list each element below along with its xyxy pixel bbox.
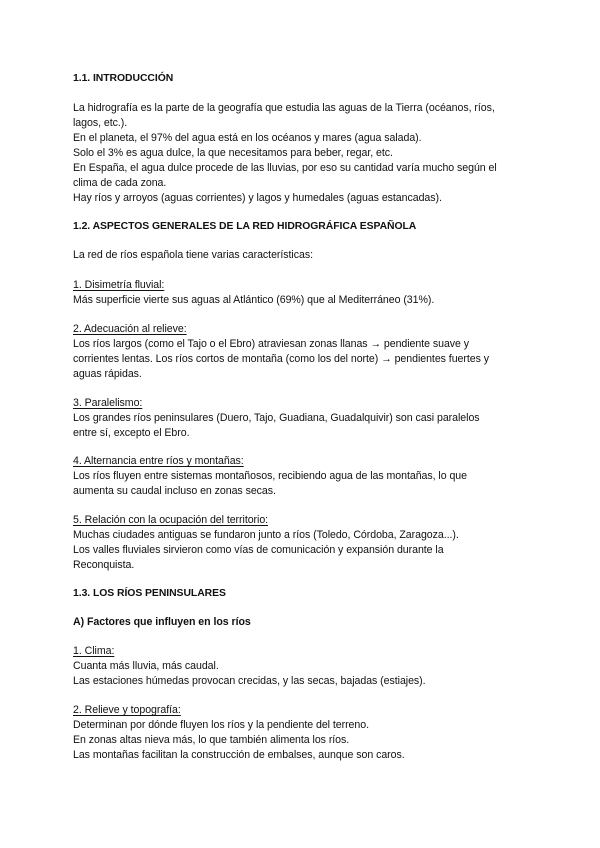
item-title-clima: 1. Clima: — [73, 645, 115, 657]
paragraph-line: La red de ríos española tiene varias características: — [73, 249, 313, 261]
paragraph-line: entre sí, excepto el Ebro. — [73, 427, 190, 439]
paragraph-line: En zonas altas nieva más, lo que también alimenta los ríos. — [73, 734, 350, 746]
paragraph-line: Los ríos largos (como el Tajo o el Ebro) atraviesan zonas llanas → pendiente suave y — [73, 338, 470, 350]
item-title-alternancia: 4. Alternancia entre ríos y montañas: — [73, 455, 244, 467]
paragraph-line: Hay ríos y arroyos (aguas corrientes) y lagos y humedales (aguas estancadas). — [73, 192, 442, 204]
paragraph-line: Los ríos fluyen entre sistemas montañosos, recibiendo agua de las montañas, lo que — [73, 470, 467, 482]
paragraph-line: Muchas ciudades antiguas se fundaron junto a ríos (Toledo, Córdoba, Zaragoza...). — [73, 529, 459, 541]
item-title-adecuacion: 2. Adecuación al relieve: — [73, 323, 187, 335]
paragraph-line: Determinan por dónde fluyen los ríos y la pendiente del terreno. — [73, 719, 369, 731]
paragraph-line: Los grandes ríos peninsulares (Duero, Tajo, Guadiana, Guadalquivir) son casi paralelos — [73, 412, 480, 424]
paragraph-line: En el planeta, el 97% del agua está en los océanos y mares (agua salada). — [73, 132, 422, 144]
subsection-heading-factores: A) Factores que influyen en los ríos — [73, 616, 251, 628]
paragraph-line: aumenta su caudal incluso en zonas secas. — [73, 485, 276, 497]
section-heading-aspectos: 1.2. ASPECTOS GENERALES DE LA RED HIDROGRÁFICA ESPAÑOLA — [73, 221, 417, 232]
paragraph-line: Más superficie vierte sus aguas al Atlántico (69%) que al Mediterráneo (31%). — [73, 294, 435, 306]
paragraph-line: Las estaciones húmedas provocan crecidas, y las secas, bajadas (estiajes). — [73, 675, 426, 687]
paragraph-line: Solo el 3% es agua dulce, la que necesitamos para beber, regar, etc. — [73, 147, 393, 159]
section-heading-rios: 1.3. LOS RÍOS PENINSULARES — [73, 588, 226, 599]
paragraph-line: En España, el agua dulce procede de las lluvias, por eso su cantidad varía mucho según el — [73, 162, 497, 174]
paragraph-line: Los valles fluviales sirvieron como vías de comunicación y expansión durante la — [73, 544, 444, 556]
paragraph-line: La hidrografía es la parte de la geografía que estudia las aguas de la Tierra (océanos, ríos, — [73, 102, 495, 114]
item-title-ocupacion: 5. Relación con la ocupación del territorio: — [73, 514, 269, 526]
paragraph-line: aguas rápidas. — [73, 368, 142, 380]
item-title-relieve: 2. Relieve y topografía: — [73, 704, 181, 716]
paragraph-line: corrientes lentas. Los ríos cortos de montaña (como los del norte) → pendientes fuertes y — [73, 353, 489, 365]
item-title-paralelismo: 3. Paralelismo: — [73, 397, 143, 409]
paragraph-line: Las montañas facilitan la construcción de embalses, aunque son caros. — [73, 749, 405, 761]
paragraph-line: Cuanta más lluvia, más caudal. — [73, 660, 219, 672]
paragraph-line: Reconquista. — [73, 559, 135, 571]
item-title-disimetria: 1. Disimetría fluvial: — [73, 279, 165, 291]
paragraph-line: clima de cada zona. — [73, 177, 167, 189]
section-heading-introduccion: 1.1. INTRODUCCIÓN — [73, 73, 174, 84]
paragraph-line: lagos, etc.). — [73, 117, 128, 129]
